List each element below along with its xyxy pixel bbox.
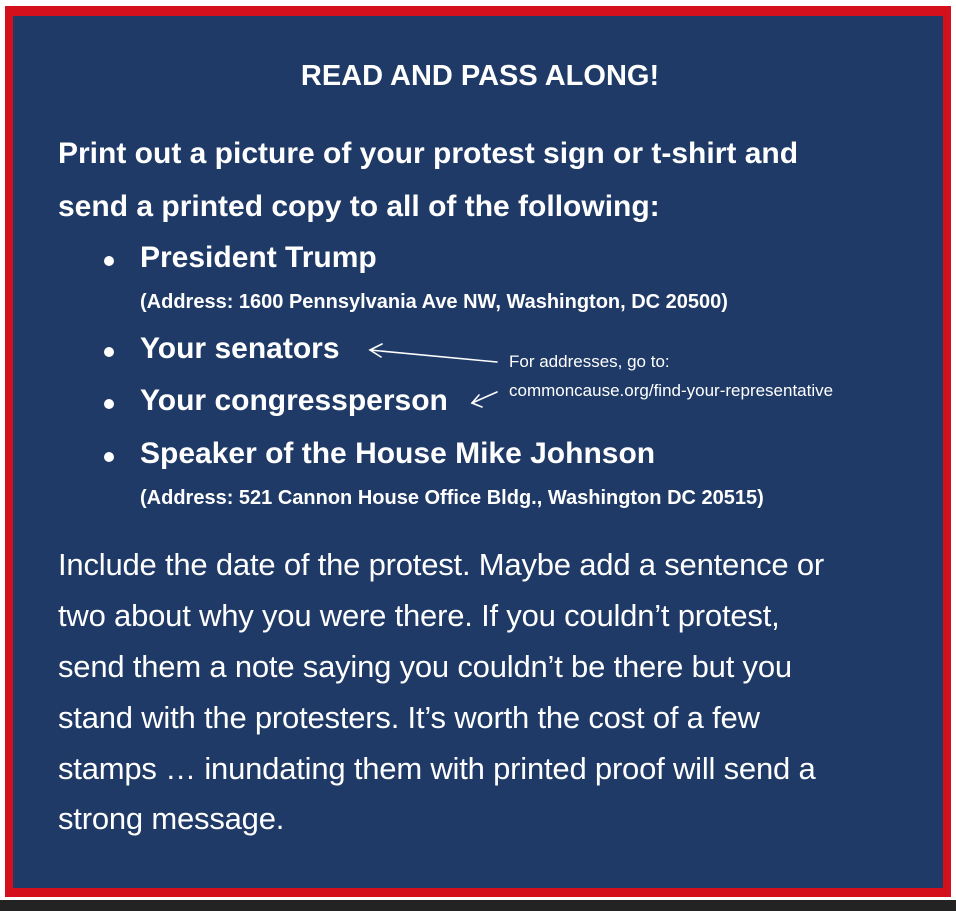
recipient-president: President Trump (140, 241, 377, 274)
intro-line-1: Print out a picture of your protest sign or t-shirt and (58, 137, 799, 170)
arrow-to-senators-icon (370, 350, 497, 362)
recipient-senators: Your senators (140, 332, 340, 365)
recipient-congressperson: Your congressperson (140, 384, 448, 417)
recipient-speaker: Speaker of the House Mike Johnson (140, 437, 656, 470)
paragraph-line-5: stamps … inundating them with printed proof will send a (58, 751, 816, 786)
paragraph-line-1: Include the date of the protest. Maybe add a sentence or (58, 547, 825, 582)
paragraph-line-3: send them a note saying you couldn’t be there but you (58, 649, 792, 684)
address-note-link: commoncause.org/find-your-representative (509, 381, 834, 400)
recipient-president-address: (Address: 1600 Pennsylvania Ave NW, Washington, DC 20500) (140, 291, 728, 313)
recipient-speaker-address: (Address: 521 Cannon House Office Bldg., Washington DC 20515) (140, 487, 764, 509)
paragraph-line-6: strong message. (58, 801, 285, 836)
address-note-line-1: For addresses, go to: (509, 352, 670, 371)
paragraph-line-2: two about why you were there. If you couldn’t protest, (58, 598, 780, 633)
flyer-heading: READ AND PASS ALONG! (300, 60, 660, 92)
paragraph-line-4: stand with the protesters. It’s worth the cost of a few (58, 700, 760, 735)
intro-line-2: send a printed copy to all of the following: (58, 190, 660, 223)
